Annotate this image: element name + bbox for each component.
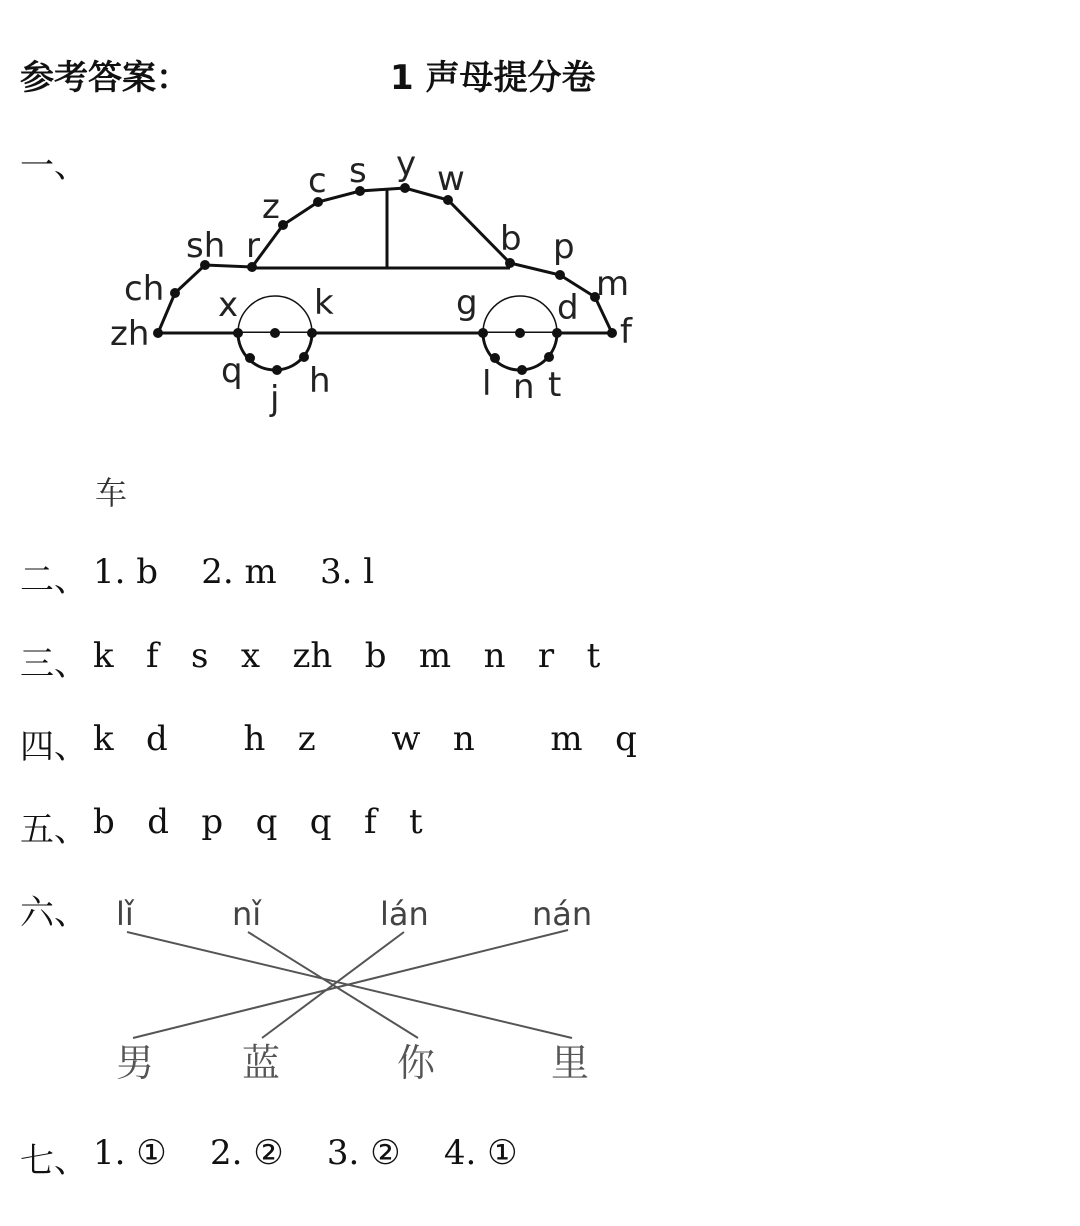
matching-diagram bbox=[0, 880, 700, 1100]
hanzi-lan: 蓝 bbox=[242, 1041, 281, 1085]
section-7-label: 七、 bbox=[20, 1141, 88, 1181]
car-letter-y: y bbox=[396, 144, 417, 184]
hanzi-ni: 你 bbox=[397, 1041, 436, 1085]
car-outline bbox=[158, 188, 612, 370]
car-letter-b: b bbox=[500, 219, 522, 259]
paper-title: 1 声母提分卷 bbox=[390, 58, 596, 98]
section-5-answers: b d p q q f t bbox=[93, 802, 423, 842]
car-letter-h: h bbox=[309, 361, 331, 401]
pinyin-nan: nán bbox=[532, 895, 593, 933]
car-letter-d: d bbox=[557, 288, 579, 328]
section-3-label: 三、 bbox=[20, 644, 88, 684]
car-letter-s: s bbox=[349, 151, 367, 191]
car-letter-m: m bbox=[596, 264, 630, 304]
car-diagram bbox=[0, 0, 1080, 440]
match-line-lan bbox=[262, 932, 404, 1038]
pinyin-lan: lán bbox=[380, 895, 429, 933]
car-letter-t: t bbox=[548, 365, 562, 405]
car-letter-c: c bbox=[308, 161, 327, 201]
car-letter-q: q bbox=[221, 351, 243, 391]
car-letter-f: f bbox=[620, 312, 632, 352]
car-letter-ch: ch bbox=[124, 269, 165, 309]
pinyin-ni: nǐ bbox=[232, 895, 262, 933]
pinyin-li: lǐ bbox=[116, 895, 134, 933]
answer-key-label: 参考答案： bbox=[20, 58, 190, 98]
car-letter-k: k bbox=[314, 283, 334, 323]
section-2-answers: 1. b 2. m 3. l bbox=[93, 552, 375, 592]
car-letter-sh: sh bbox=[186, 226, 226, 266]
section-4-answers: k d h z w n m q bbox=[93, 719, 637, 759]
car-letter-p: p bbox=[553, 227, 575, 267]
section-7-answers: 1. ① 2. ② 3. ② 4. ① bbox=[93, 1133, 518, 1173]
section-2-label: 二、 bbox=[20, 560, 88, 600]
car-letter-j: j bbox=[270, 379, 280, 419]
car-letter-zh: zh bbox=[110, 314, 150, 354]
section-5-label: 五、 bbox=[20, 810, 88, 850]
car-letter-r: r bbox=[246, 226, 260, 266]
section-6-label: 六、 bbox=[20, 893, 88, 933]
matching-lines bbox=[127, 930, 572, 1038]
section-3-answers: k f s x zh b m n r t bbox=[93, 636, 601, 676]
car-letter-z: z bbox=[262, 187, 280, 227]
car-letter-n: n bbox=[513, 367, 535, 407]
section-4-label: 四、 bbox=[20, 727, 88, 767]
car-word: 车 bbox=[95, 474, 128, 512]
car-letter-l: l bbox=[482, 364, 492, 404]
car-letter-g: g bbox=[456, 283, 478, 323]
hanzi-li: 里 bbox=[551, 1041, 590, 1085]
hanzi-nan: 男 bbox=[116, 1041, 155, 1085]
car-letter-w: w bbox=[437, 159, 465, 199]
car-letter-x: x bbox=[218, 285, 239, 325]
section-1-label: 一、 bbox=[20, 146, 88, 186]
